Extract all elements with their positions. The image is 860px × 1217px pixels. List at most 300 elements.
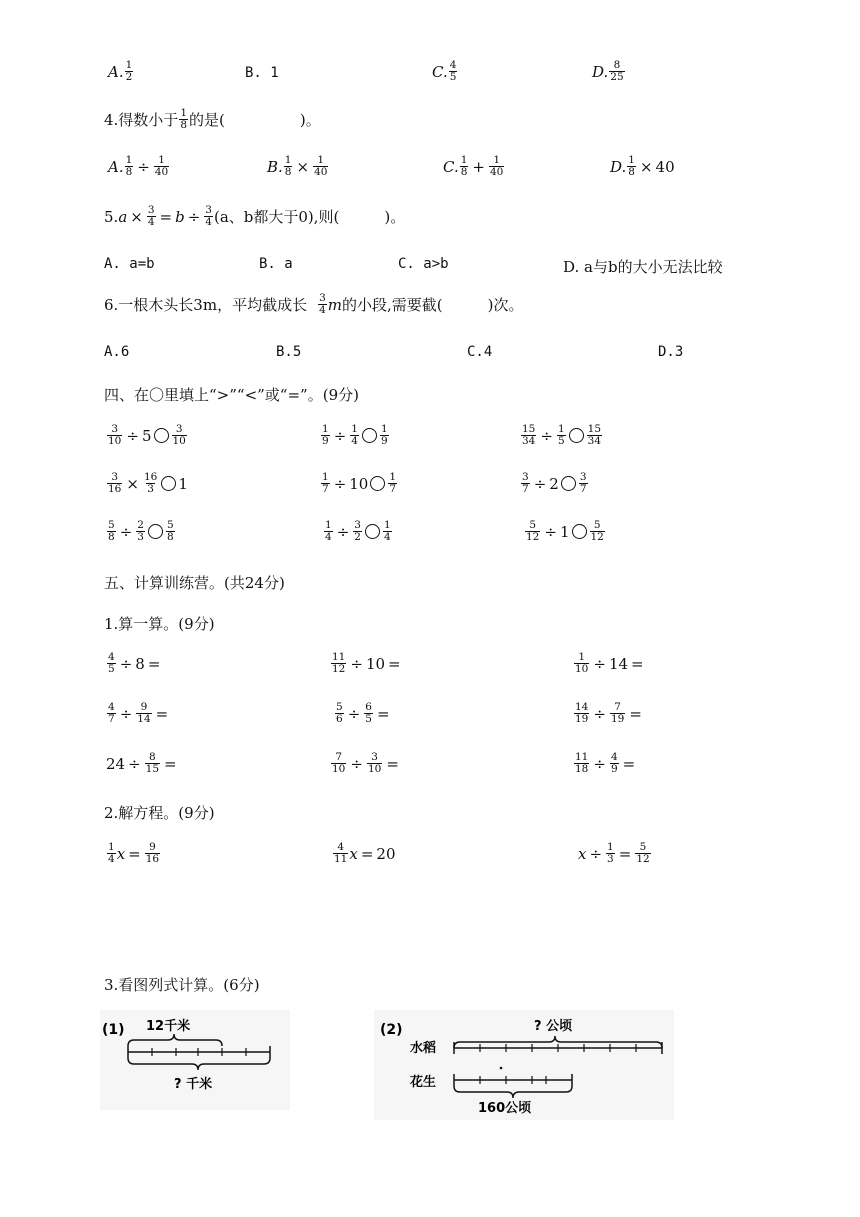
answer-circle[interactable] bbox=[561, 476, 576, 491]
numerator: 2 bbox=[137, 519, 144, 531]
q5-number: 5. bbox=[104, 207, 119, 226]
denominator: 12 bbox=[332, 663, 346, 675]
answer-circle[interactable] bbox=[365, 524, 380, 539]
denominator: 5 bbox=[108, 663, 115, 675]
numerator: 1 bbox=[578, 651, 586, 663]
equals-sign: = bbox=[128, 844, 141, 863]
denominator: 3 bbox=[147, 483, 154, 495]
numerator: 1 bbox=[351, 423, 358, 435]
denominator: 3 bbox=[137, 531, 144, 543]
numerator: 7 bbox=[335, 751, 343, 763]
number: 24 bbox=[106, 754, 126, 773]
denominator: 7 bbox=[389, 483, 397, 495]
numerator: 1 bbox=[317, 154, 325, 166]
denominator: 4 bbox=[351, 435, 358, 447]
numerator: 14 bbox=[575, 701, 589, 713]
numerator: 4 bbox=[610, 751, 618, 763]
section4-title: 四、在〇里填上“>”“<”或“=”。(9分) bbox=[104, 386, 359, 404]
q5-option-b: B. a bbox=[259, 256, 293, 272]
segment-diagram-1 bbox=[100, 1010, 290, 1110]
fraction bbox=[179, 108, 188, 131]
times-sign: × bbox=[130, 207, 143, 226]
fraction bbox=[460, 155, 469, 178]
q3-option-d bbox=[592, 60, 626, 83]
fraction bbox=[367, 752, 382, 775]
fraction bbox=[383, 520, 392, 543]
denominator: 15 bbox=[145, 763, 160, 775]
fraction bbox=[318, 293, 327, 316]
fraction bbox=[449, 60, 458, 83]
section5-sub2: 2.解方程。(9分) bbox=[104, 804, 215, 822]
denominator: 10 bbox=[172, 435, 186, 447]
equals-sign: = bbox=[631, 654, 644, 673]
equation-item bbox=[332, 842, 396, 865]
fraction bbox=[284, 155, 293, 178]
denominator: 4 bbox=[319, 304, 326, 316]
numerator: 1 bbox=[383, 519, 391, 531]
fraction bbox=[172, 424, 187, 447]
answer-circle[interactable] bbox=[362, 428, 377, 443]
divide-sign: ÷ bbox=[544, 522, 557, 541]
diagram-top-label: 12千米 bbox=[146, 1019, 191, 1034]
fraction bbox=[145, 842, 160, 865]
denominator: 4 bbox=[325, 531, 332, 543]
compare-item bbox=[320, 472, 398, 495]
denominator: 8 bbox=[284, 166, 292, 178]
numerator: 9 bbox=[149, 841, 156, 853]
numerator: 15 bbox=[522, 423, 536, 435]
denominator: 7 bbox=[108, 713, 115, 725]
divide-sign: ÷ bbox=[128, 754, 141, 773]
top-brace bbox=[128, 1034, 222, 1046]
divide-sign: ÷ bbox=[119, 522, 133, 541]
answer-circle[interactable] bbox=[370, 476, 385, 491]
section5-sub1: 1.算一算。(9分) bbox=[104, 615, 215, 633]
calc-item bbox=[573, 702, 645, 725]
fraction bbox=[606, 842, 615, 865]
numerator: 1 bbox=[322, 471, 329, 483]
number: 8 bbox=[135, 654, 145, 673]
calc-item bbox=[106, 752, 180, 775]
equals-sign: = bbox=[159, 207, 173, 226]
option-letter: A. bbox=[108, 157, 124, 176]
numerator: 3 bbox=[522, 471, 529, 483]
denominator: 2 bbox=[125, 71, 133, 83]
divide-sign: ÷ bbox=[540, 426, 553, 445]
denominator: 4 bbox=[147, 216, 155, 228]
numerator: 3 bbox=[205, 204, 212, 216]
diagram-label: (2) bbox=[380, 1022, 403, 1038]
compare-item bbox=[520, 424, 603, 447]
numerator: 3 bbox=[354, 519, 361, 531]
denominator: 2 bbox=[354, 531, 361, 543]
divide-sign: ÷ bbox=[350, 654, 363, 673]
q3-option-b: B. 1 bbox=[245, 65, 279, 81]
q4-option-c bbox=[443, 155, 505, 178]
equals-sign: = bbox=[155, 704, 169, 723]
q6-prefix: 6.一根木头长3m，平均截成长 bbox=[104, 296, 308, 314]
fraction bbox=[107, 652, 116, 675]
fraction bbox=[125, 155, 134, 178]
compare-item bbox=[524, 520, 606, 543]
fraction bbox=[166, 520, 175, 543]
denominator: 18 bbox=[575, 763, 589, 775]
q6-option-b: B.5 bbox=[276, 344, 302, 360]
diagram-top-label: ? 公顷 bbox=[534, 1019, 573, 1034]
bottom-brace bbox=[454, 1086, 572, 1098]
fraction bbox=[353, 520, 362, 543]
calc-item bbox=[106, 652, 163, 675]
equals-sign: = bbox=[386, 754, 399, 773]
fraction bbox=[125, 60, 134, 83]
denominator: 34 bbox=[522, 435, 536, 447]
section5-title: 五、计算训练营。(共24分) bbox=[104, 574, 285, 592]
fraction bbox=[333, 842, 348, 865]
divide-sign: ÷ bbox=[137, 157, 150, 176]
divide-sign: ÷ bbox=[333, 426, 347, 445]
variable-x: x bbox=[578, 844, 587, 863]
fraction bbox=[147, 205, 156, 228]
numerator: 8 bbox=[613, 59, 621, 71]
divide-sign: ÷ bbox=[347, 704, 361, 723]
fraction bbox=[107, 424, 122, 447]
fraction bbox=[609, 60, 624, 83]
equals-sign: = bbox=[147, 654, 161, 673]
answer-circle[interactable] bbox=[572, 524, 587, 539]
number: 1 bbox=[559, 522, 570, 541]
compare-item bbox=[106, 520, 176, 543]
numerator: 5 bbox=[593, 519, 601, 531]
option-letter: C. bbox=[432, 62, 448, 81]
option-letter: A. bbox=[108, 62, 124, 81]
fraction bbox=[313, 155, 328, 178]
numerator: 5 bbox=[108, 519, 115, 531]
denominator: 9 bbox=[610, 763, 618, 775]
diagram-1 bbox=[100, 1010, 290, 1110]
fraction bbox=[364, 702, 373, 725]
diagram-label: (1) bbox=[102, 1022, 125, 1038]
q3-option-c bbox=[432, 60, 458, 83]
divide-sign: ÷ bbox=[350, 754, 363, 773]
equals-sign: = bbox=[622, 754, 636, 773]
denominator: 10 bbox=[108, 435, 122, 447]
divide-sign: ÷ bbox=[589, 844, 603, 863]
divide-sign: ÷ bbox=[119, 654, 133, 673]
numerator: 11 bbox=[332, 651, 346, 663]
denominator: 8 bbox=[628, 166, 635, 178]
calc-item bbox=[573, 652, 647, 675]
fraction bbox=[525, 520, 540, 543]
q6-option-a: A.6 bbox=[104, 344, 130, 360]
variable-a: a bbox=[118, 207, 128, 226]
option-letter: D. bbox=[592, 62, 609, 81]
denominator: 11 bbox=[334, 853, 348, 865]
q4-option-a bbox=[108, 155, 170, 178]
denominator: 8 bbox=[108, 531, 115, 543]
denominator: 7 bbox=[522, 483, 529, 495]
numerator: 3 bbox=[111, 471, 119, 483]
numerator: 5 bbox=[529, 519, 537, 531]
denominator: 10 bbox=[332, 763, 346, 775]
number: 2 bbox=[549, 474, 559, 493]
option-letter: C. bbox=[443, 157, 459, 176]
divide-sign: ÷ bbox=[119, 704, 133, 723]
numerator: 4 bbox=[337, 841, 345, 853]
denominator: 7 bbox=[322, 483, 329, 495]
denominator: 8 bbox=[166, 531, 174, 543]
denominator: 9 bbox=[322, 435, 329, 447]
numerator: 1 bbox=[628, 154, 635, 166]
numerator: 4 bbox=[108, 701, 115, 713]
diagram-bottom-label: ? 千米 bbox=[174, 1077, 213, 1092]
calc-item bbox=[330, 752, 402, 775]
q4-question bbox=[104, 108, 321, 131]
equals-sign: = bbox=[360, 844, 374, 863]
fraction bbox=[321, 472, 330, 495]
variable-x: x bbox=[349, 844, 358, 863]
q6-option-d: D.3 bbox=[658, 344, 684, 360]
bottom-brace bbox=[128, 1058, 270, 1070]
numerator: 3 bbox=[579, 471, 587, 483]
plus-sign: + bbox=[472, 157, 485, 176]
answer-circle[interactable] bbox=[154, 428, 169, 443]
q6-suffix: 的小段,需要截( )次。 bbox=[342, 296, 524, 314]
dot bbox=[500, 1067, 503, 1070]
fraction bbox=[136, 702, 151, 725]
denominator: 19 bbox=[575, 713, 589, 725]
compare-item bbox=[106, 424, 188, 447]
equals-sign: = bbox=[618, 844, 632, 863]
denominator: 3 bbox=[607, 853, 614, 865]
fraction bbox=[635, 842, 650, 865]
diagram-2 bbox=[374, 1010, 674, 1120]
q4-option-d bbox=[610, 155, 675, 178]
answer-circle[interactable] bbox=[148, 524, 163, 539]
denominator: 5 bbox=[557, 435, 565, 447]
fraction bbox=[154, 155, 169, 178]
answer-circle[interactable] bbox=[569, 428, 584, 443]
numerator: 5 bbox=[639, 841, 647, 853]
numerator: 1 bbox=[125, 59, 133, 71]
fraction bbox=[574, 752, 589, 775]
fraction bbox=[574, 702, 589, 725]
denominator: 5 bbox=[365, 713, 372, 725]
fraction bbox=[350, 424, 359, 447]
numerator: 1 bbox=[493, 154, 501, 166]
fraction bbox=[324, 520, 333, 543]
fraction bbox=[136, 520, 145, 543]
fraction bbox=[627, 155, 636, 178]
calc-item bbox=[330, 652, 404, 675]
row-label-peanut: 花生 bbox=[410, 1075, 437, 1090]
equals-sign: = bbox=[164, 754, 177, 773]
q6-question bbox=[104, 293, 524, 316]
numerator: 1 bbox=[380, 423, 388, 435]
denominator: 6 bbox=[336, 713, 343, 725]
compare-item bbox=[106, 472, 188, 495]
numerator: 3 bbox=[111, 423, 119, 435]
numerator: 16 bbox=[143, 471, 158, 483]
numerator: 1 bbox=[125, 154, 133, 166]
fraction bbox=[610, 702, 625, 725]
equals-sign: = bbox=[376, 704, 390, 723]
divide-sign: ÷ bbox=[336, 522, 350, 541]
fraction bbox=[574, 652, 589, 675]
q4-suffix: 的是( )。 bbox=[189, 111, 321, 129]
q4-option-b bbox=[267, 155, 329, 178]
numerator: 4 bbox=[449, 59, 457, 71]
fraction bbox=[590, 520, 605, 543]
numerator: 1 bbox=[325, 519, 332, 531]
divide-sign: ÷ bbox=[533, 474, 547, 493]
denominator: 8 bbox=[460, 166, 468, 178]
fraction bbox=[587, 424, 602, 447]
variable-x: x bbox=[116, 844, 126, 863]
denominator: 16 bbox=[108, 483, 122, 495]
compare-item bbox=[520, 472, 589, 495]
fraction bbox=[107, 702, 116, 725]
calc-item bbox=[334, 702, 393, 725]
denominator: 25 bbox=[610, 71, 624, 83]
fraction bbox=[557, 424, 566, 447]
numerator: 8 bbox=[149, 751, 156, 763]
numerator: 3 bbox=[175, 423, 183, 435]
numerator: 1 bbox=[607, 841, 614, 853]
denominator: 7 bbox=[579, 483, 587, 495]
denominator: 5 bbox=[449, 71, 457, 83]
fraction bbox=[143, 472, 158, 495]
numerator: 1 bbox=[389, 471, 397, 483]
segment-diagram-2 bbox=[374, 1010, 674, 1120]
q5-question bbox=[104, 205, 405, 228]
option-letter: B. bbox=[267, 157, 283, 176]
section5-sub3: 3.看图列式计算。(6分) bbox=[104, 976, 260, 994]
denominator: 12 bbox=[590, 531, 604, 543]
denominator: 12 bbox=[526, 531, 540, 543]
times-sign: × bbox=[126, 474, 139, 493]
denominator: 8 bbox=[180, 119, 187, 131]
row-label-rice: 水稻 bbox=[410, 1041, 437, 1056]
number: 10 bbox=[349, 474, 369, 493]
calc-item bbox=[106, 702, 171, 725]
times-sign: × bbox=[639, 157, 653, 176]
denominator: 4 bbox=[108, 853, 115, 865]
q4-prefix: 4.得数小于 bbox=[104, 111, 179, 129]
denominator: 14 bbox=[137, 713, 151, 725]
numerator: 3 bbox=[371, 751, 378, 763]
numerator: 1 bbox=[322, 423, 329, 435]
numerator: 1 bbox=[180, 107, 187, 119]
denominator: 4 bbox=[383, 531, 391, 543]
numerator: 1 bbox=[284, 154, 292, 166]
fraction bbox=[145, 752, 160, 775]
numerator: 3 bbox=[319, 292, 326, 304]
numerator: 3 bbox=[147, 204, 155, 216]
divide-sign: ÷ bbox=[187, 207, 201, 226]
fraction bbox=[380, 424, 389, 447]
equation-item bbox=[106, 842, 161, 865]
fraction bbox=[107, 520, 116, 543]
numerator: 9 bbox=[140, 701, 148, 713]
unit-m: m bbox=[327, 295, 343, 314]
fraction bbox=[521, 472, 530, 495]
number: 20 bbox=[376, 844, 396, 863]
q3-option-a bbox=[108, 60, 134, 83]
compare-item bbox=[323, 520, 393, 543]
numerator: 1 bbox=[460, 154, 468, 166]
fraction bbox=[388, 472, 397, 495]
q5-option-a: A. a=b bbox=[104, 256, 155, 272]
variable-b: b bbox=[175, 207, 185, 226]
numerator: 5 bbox=[336, 701, 343, 713]
denominator: 40 bbox=[314, 166, 328, 178]
fraction bbox=[204, 205, 213, 228]
fraction bbox=[521, 424, 536, 447]
compare-item bbox=[320, 424, 390, 447]
fraction bbox=[331, 752, 346, 775]
numerator: 15 bbox=[587, 423, 602, 435]
option-letter: D. bbox=[610, 157, 627, 176]
denominator: 12 bbox=[636, 853, 650, 865]
fraction bbox=[489, 155, 504, 178]
number: 14 bbox=[608, 654, 629, 673]
equals-sign: = bbox=[629, 704, 642, 723]
denominator: 10 bbox=[575, 663, 589, 675]
fraction bbox=[107, 842, 116, 865]
numerator: 1 bbox=[108, 841, 115, 853]
divide-sign: ÷ bbox=[593, 704, 606, 723]
q5-suffix: (a、b都大于0),则( )。 bbox=[213, 208, 406, 226]
times-sign: × bbox=[296, 157, 310, 176]
numerator: 5 bbox=[166, 519, 174, 531]
numerator: 6 bbox=[365, 701, 372, 713]
number: 10 bbox=[365, 654, 386, 673]
fraction bbox=[335, 702, 344, 725]
numerator: 1 bbox=[557, 423, 565, 435]
number: 1 bbox=[178, 474, 188, 493]
calc-item bbox=[573, 752, 638, 775]
q6-option-c: C.4 bbox=[467, 344, 493, 360]
divide-sign: ÷ bbox=[593, 754, 606, 773]
equals-sign: = bbox=[388, 654, 401, 673]
number: 40 bbox=[655, 157, 675, 176]
numerator: 11 bbox=[575, 751, 589, 763]
denominator: 4 bbox=[205, 216, 212, 228]
fraction bbox=[331, 652, 346, 675]
fraction bbox=[579, 472, 588, 495]
denominator: 16 bbox=[145, 853, 160, 865]
number: 5 bbox=[141, 426, 152, 445]
numerator: 1 bbox=[158, 154, 165, 166]
numerator: 4 bbox=[108, 651, 115, 663]
numerator: 7 bbox=[614, 701, 621, 713]
denominator: 40 bbox=[154, 166, 169, 178]
fraction bbox=[107, 472, 122, 495]
diagram-bottom-label: 160公顷 bbox=[478, 1101, 532, 1116]
equation-item bbox=[578, 842, 652, 865]
denominator: 8 bbox=[125, 166, 133, 178]
answer-circle[interactable] bbox=[161, 476, 176, 491]
fraction bbox=[321, 424, 330, 447]
q5-option-d: D. a与b的大小无法比较 bbox=[563, 258, 723, 276]
divide-sign: ÷ bbox=[126, 426, 139, 445]
denominator: 34 bbox=[587, 435, 602, 447]
q5-option-c: C. a>b bbox=[398, 256, 449, 272]
denominator: 19 bbox=[610, 713, 625, 725]
denominator: 40 bbox=[489, 166, 504, 178]
fraction bbox=[610, 752, 619, 775]
divide-sign: ÷ bbox=[593, 654, 606, 673]
